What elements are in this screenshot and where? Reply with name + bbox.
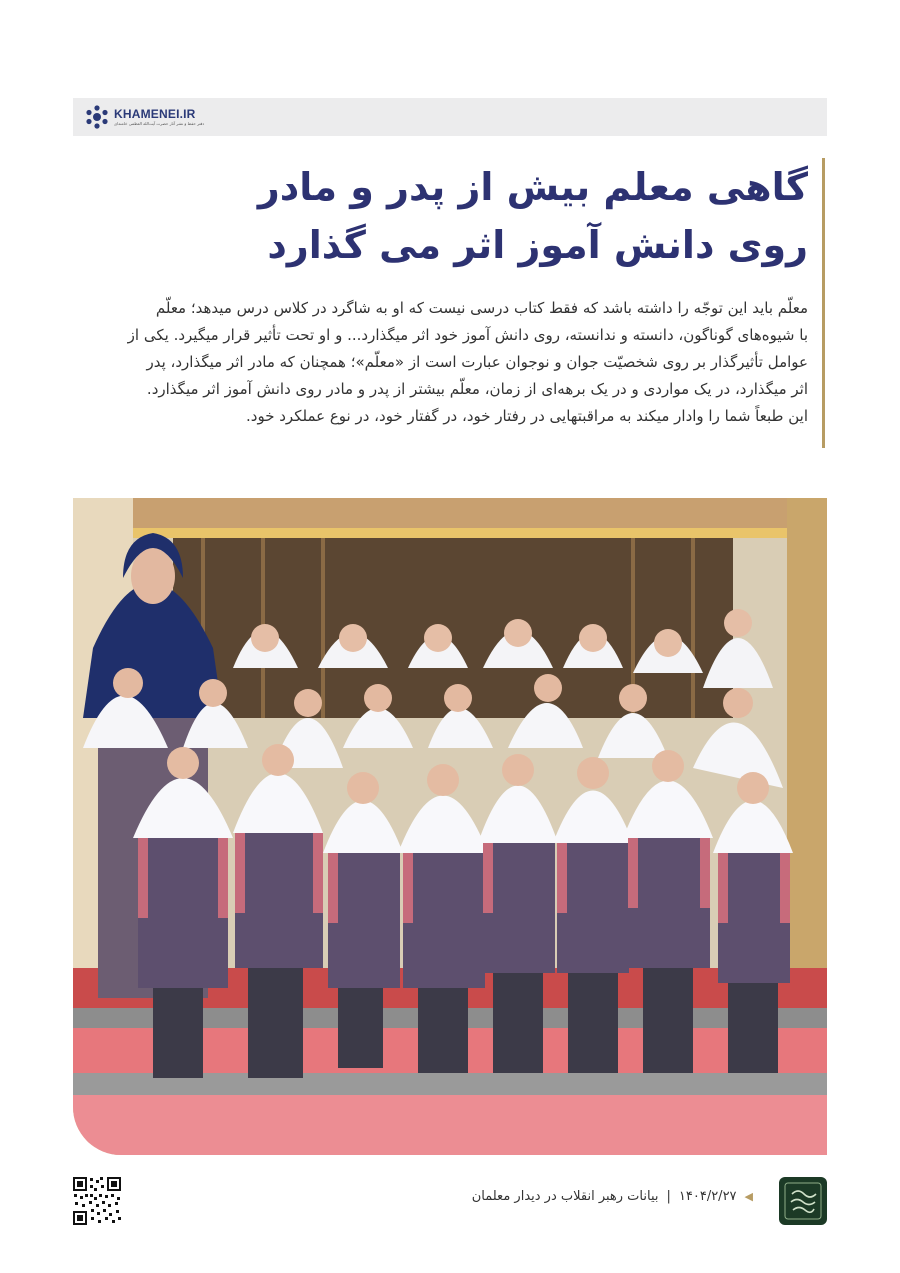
brand-tagline: دفتر حفظ و نشر آثار حضرت آیت‌الله العظمی خامنه‌ای	[114, 120, 205, 126]
headline-line-2: روی دانش آموز اثر می گذارد	[267, 223, 808, 267]
title-accent-bar	[822, 158, 825, 448]
speech-date: ۱۴۰۴/۲/۲۷	[678, 1189, 737, 1204]
headline-line-1: گاهی معلم بیش از پدر و مادر	[257, 165, 808, 209]
footer-caption	[472, 1189, 753, 1204]
quote-line: عوامل تأثیرگذار بر روی شخصیّت جوان و نوجوان عبارت است از «معلّم»؛ همچنان که مادر اثر میگذارد، پدر	[146, 353, 808, 371]
headline	[108, 158, 808, 274]
quote-line: با شیوه‌های گوناگون، دانسته و ندانسته، روی دانش آموز خود اثر میگذارد... و او تحت تأثیر قرار میگیرد. یکی از	[127, 326, 808, 344]
class-photo	[73, 498, 827, 1155]
header-bar	[73, 98, 827, 136]
calligraphy-emblem-icon	[779, 1177, 827, 1225]
caption-separator: |	[666, 1189, 671, 1204]
quote-line: این طبعاً شما را وادار میکند به مراقبتهایی در رفتار خود، در گفتار خود، در نوع عملکرد خود.	[246, 407, 808, 425]
brand-name: KHAMENEI.IR	[114, 106, 196, 121]
class-photo-illustration	[73, 498, 827, 1155]
quote-line: اثر میگذارد، در یک مواردی و در یک برهه‌ای از زمان، معلّم بیشتر از پدر و مادر روی دانش آموز اثر میگذارد.	[146, 380, 808, 398]
caption-arrow-icon: ◀	[744, 1190, 753, 1203]
quote-body	[93, 295, 808, 430]
speech-caption: بیانات رهبر انقلاب در دیدار معلمان	[471, 1189, 659, 1204]
qr-code-icon[interactable]	[72, 1176, 122, 1226]
site-logo[interactable]	[83, 104, 204, 130]
emblem-mark	[784, 1182, 822, 1220]
khamenei-logo-icon	[83, 104, 111, 130]
quote-line: معلّم باید این توجّه را داشته باشد که فقط کتاب درسی نیست که او به شاگرد در کلاس درس میدهد؛ معلّم	[155, 299, 808, 317]
